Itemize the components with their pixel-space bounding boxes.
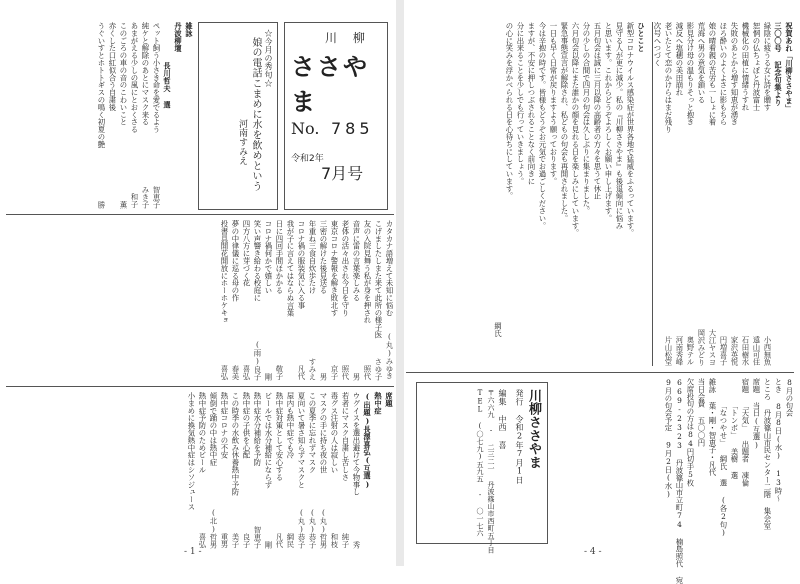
topic4-line <box>351 392 361 548</box>
topic2-author: 照代 <box>341 365 350 380</box>
page-number-1: - 1 - <box>184 547 202 557</box>
topic2-author: さゆ子 <box>374 357 383 380</box>
topic2-line <box>351 220 361 380</box>
essay-verse: ますが、不安に押しつぶされることなく前向きに <box>527 22 536 185</box>
notice-line <box>696 378 706 548</box>
featured-poem-box <box>198 22 278 210</box>
topic1-column <box>6 22 194 208</box>
topic1-category: 雑詠 <box>185 22 194 37</box>
anniversary-author: 河南秀峰 <box>675 336 684 366</box>
topic2-verse: 夢の中律儀に巡る母の作 <box>231 220 240 302</box>
topic4-verse: ウグイスを選出避けて今物事し <box>352 392 361 496</box>
anniversary-verse: 影見分け母の温もりそっと抱き <box>686 22 695 126</box>
topic4-verse: この夏季に忘れずマスク <box>308 392 317 474</box>
topic4-author: (丸)恭子 <box>308 507 317 548</box>
essay-verse: 分に出来ることを少しでも行っていきましょう。 <box>516 22 525 185</box>
topic4-category: 席題 <box>385 392 394 407</box>
topic2-line <box>241 220 251 380</box>
topic2-author: 京子 <box>330 365 339 380</box>
topic4-verse: マスクの手に持ち夜の世 <box>319 392 328 474</box>
topic4-line <box>186 392 196 548</box>
essay-line <box>526 22 536 366</box>
topic2-line <box>329 220 339 380</box>
topic4-verse: ビールでは水分補給にならず <box>264 392 273 489</box>
colophon-box <box>416 382 548 554</box>
topic2-line <box>285 220 295 380</box>
colophon-address: 〒六六九 - 二三二一 丹波篠山市西町五丁目 <box>487 389 495 554</box>
anniversary-line <box>685 22 695 366</box>
anniversary-lines <box>653 22 794 366</box>
topic4-author: 凡代 <box>275 533 284 548</box>
anniversary-line <box>762 22 772 366</box>
topic2-author: 男 <box>319 372 328 380</box>
topic2-author: すみえ <box>308 357 317 380</box>
topic4-author: 秀 <box>352 540 361 548</box>
topic4-author: 純子 <box>341 533 350 548</box>
colophon-editor: 編集 中西 喜 <box>498 389 507 450</box>
notice-line <box>751 378 761 548</box>
topic2-author: (丸)みゆき <box>385 332 394 380</box>
topic4-author: (丸)哲男 <box>319 507 328 548</box>
colophon-issued: 発行 令和2年7月1日 <box>515 389 524 485</box>
divider-1 <box>6 214 394 215</box>
topic1-name: 丹波柳壇 <box>174 22 183 52</box>
topic4-verse: 熱中症対策として安心する <box>275 392 284 481</box>
notice-line <box>784 378 794 548</box>
colophon-tel: TEL (〇七九)五九五 - 〇一七六 <box>476 389 484 537</box>
topic4-author: 良子 <box>242 533 251 548</box>
topic1-line <box>96 22 106 208</box>
topic4-line <box>208 392 218 548</box>
essay-header: ひとこと <box>637 22 646 52</box>
notice-line <box>740 378 750 548</box>
topic2-author: 照代 <box>363 365 372 380</box>
essay-line <box>625 22 635 366</box>
notice-line <box>729 378 739 548</box>
topic1-author: 和子 <box>130 193 139 208</box>
topic2-verse: 三密の解けた後見送る <box>319 220 328 294</box>
anniversary-author: 岡沢みどり <box>697 329 706 366</box>
topic1-line <box>107 22 117 208</box>
topic2-column <box>6 220 394 380</box>
divider-vertical <box>652 22 653 366</box>
notice-verse: 席題 当日(互選) <box>752 378 761 450</box>
topic4-line <box>285 392 295 548</box>
essay-line <box>603 22 613 366</box>
essay-line <box>515 22 525 366</box>
topic4-line <box>307 392 317 548</box>
topic2-line <box>318 220 328 380</box>
topic2-author: 男 <box>352 372 361 380</box>
notice-line <box>674 378 684 584</box>
topic2-line <box>252 220 262 380</box>
anniversary-verse: 減反へ塩穂の美田崩れ <box>675 22 684 96</box>
topic4-verse: 夏向いて暑さ知らずマスクと <box>297 392 306 489</box>
topic1-verse: ペット飼う小さき命を愛でるよう <box>152 22 161 133</box>
topic4-verse: 若者にマスク自粛し苦しさ <box>341 392 350 481</box>
anniversary-header: 祝賀あれ「川柳ささやま」 <box>785 22 794 112</box>
topic4-line <box>274 392 284 548</box>
essay-line <box>537 22 547 366</box>
topic2-line <box>340 220 350 380</box>
topic2-verse: 四方八方に芽づく花 <box>242 220 251 287</box>
essay-verse: 今は辛抱の時です。皆様もどうぞお元気でお過ごしください。 <box>538 22 547 230</box>
anniversary-author: 小西無魚 <box>763 336 772 366</box>
topic2-verse: カタカナ語増えて未知に悩む <box>385 220 394 317</box>
notice-line <box>718 378 728 548</box>
anniversary-author: 円増喜子 <box>719 336 728 366</box>
topic2-author: 凡代 <box>297 365 306 380</box>
anniversary-author: 片山松堂 <box>664 336 673 366</box>
topic4-line <box>252 392 262 548</box>
notice-line <box>762 378 772 548</box>
anniversary-verse: 緑陰に疲うる女に詩を贈す <box>763 22 772 111</box>
topic4-line <box>241 392 251 548</box>
topic2-line <box>263 220 273 380</box>
topic4-line <box>340 392 350 548</box>
topic2-verse: 日に四回手間ほかかる <box>275 220 284 294</box>
notice-verse: 雑詠 葉・剛・智恵子・凡代 <box>708 378 717 476</box>
topic1-verse: 赤くした口紅似合う自粛後 <box>108 22 117 111</box>
essay-verse: 一日も早く日常が戻りますよう願っております。 <box>549 22 558 185</box>
topic2-verse: 我が子に言えてはならぬ言葉 <box>286 220 295 317</box>
topic2-line <box>307 220 317 380</box>
anniversary-line <box>751 22 761 366</box>
topic4-verse: 熱中症の子供を心配 <box>242 392 251 459</box>
topic2-author: (雨)良子 <box>253 339 262 380</box>
featured-author: 河南すみえ <box>237 119 247 166</box>
essay-line <box>548 22 558 366</box>
topic2-author: 喜弘 <box>220 365 229 380</box>
essay-line <box>581 22 591 366</box>
topic4-author: 網民 <box>286 533 295 548</box>
essay-verse: と思います。これからどうぞよろしくお願い申し上げます。 <box>604 22 613 222</box>
topic4-verse: 小まめに換気熱中症はシソジュース <box>187 392 196 511</box>
topic4-author: 重男 <box>220 533 229 548</box>
notice-verse: 「なつやせ」 網氏 選 (各2句) <box>719 378 728 538</box>
topic2-verse: 笑い声響き給わる校庭に <box>253 220 262 302</box>
essay-line <box>592 22 602 366</box>
essay-verse: 見守る人が更に減少。私の『川柳ささやま』も後退傾向に悩み <box>615 22 624 230</box>
notice-verse: とき 8月8日(水) 13時～ <box>774 378 783 502</box>
topic2-line <box>230 220 240 380</box>
topic4-author: 美子 <box>231 533 240 548</box>
essay-line <box>614 22 624 366</box>
notice-verse: 宿題 「天気」 出題者 凍倫 <box>741 378 750 487</box>
essay-column <box>416 22 646 366</box>
topic2-line <box>373 220 383 380</box>
notice-column <box>558 378 794 584</box>
topic2-verse: 音声に雷の言葉楽しみる <box>352 220 361 302</box>
anniversary-author: 大江ヤスヨ <box>708 329 717 366</box>
essay-verse: の心に笑みを浮かべられる日を心待ちにしています。 <box>505 22 514 200</box>
masthead-title: ささやま <box>291 53 369 116</box>
essay-verse: 六月句会以降にまた誰かの顔を見れる日を楽しみにしています。 <box>571 22 580 237</box>
page-number-4: - 4 - <box>584 547 602 557</box>
anniversary-verse: 機械化の田植に情緒うすれ <box>741 22 750 111</box>
topic2-author: 春美 <box>231 365 240 380</box>
essay-verse: 五月句会は誠に三月以降の高齢者の方々を思うて休止 <box>593 22 602 200</box>
divider-2 <box>6 386 394 387</box>
anniversary-line <box>696 22 706 366</box>
notice-verse: 「トンボ」 美樹 選 <box>730 378 739 479</box>
notice-verse: ところ 丹波篠山市民センター二階 集会室 <box>763 378 772 530</box>
featured-header: ☆今月の秀句☆ <box>264 29 273 88</box>
anniversary-verse: 娘の晴着親の苦労も一しょに着 <box>708 22 717 126</box>
topic2-verse: 年重ね三食自炊歩たけ <box>308 220 317 294</box>
topic4-author: 剛 <box>264 540 273 548</box>
anniversary-verse: 恕惘の仏ちょぼと丹波富士 <box>752 22 761 111</box>
topic1-line <box>140 22 150 208</box>
topic2-verse: コロナ禍何かで嬉しい <box>264 220 273 294</box>
topic4-verse: 熱中症コロナの不安 <box>220 392 229 459</box>
colophon-title: 川柳ささやま <box>526 389 541 469</box>
topic2-verse: 老体の活々出され今日を守り <box>341 220 350 317</box>
topic4-verse: 熱中症予防のためビール <box>198 392 207 474</box>
topic1-author: みき子 <box>141 185 150 208</box>
notice-lines <box>558 378 794 584</box>
essay-line <box>570 22 580 366</box>
anniversary-verse: 次号へつづく <box>653 22 662 67</box>
page-gutter <box>396 0 404 566</box>
anniversary-line <box>674 22 684 366</box>
topic4-line <box>318 392 328 548</box>
anniversary-line <box>663 22 673 366</box>
topic2-line <box>296 220 306 380</box>
topic4-author: (丸)恭子 <box>297 507 306 548</box>
anniversary-line <box>707 22 717 366</box>
notice-line <box>773 378 783 548</box>
anniversary-line <box>740 22 750 366</box>
anniversary-verse: 老いたとて恋のかけらはまだ残り <box>664 22 673 133</box>
topic2-verse: コロナ禍の服装気に入る事 <box>297 220 306 309</box>
topic4-verse: この時季の水飲み休養熱中予防 <box>231 392 240 496</box>
topic2-verse: 東京コロナ警報を解き敗北す <box>330 220 339 317</box>
essay-verse: 緊急事態宣言が解除され、私どもの句会も再開されました。 <box>560 22 569 222</box>
page-1 <box>6 8 394 557</box>
topic2-line <box>274 220 284 380</box>
issue-era: 令和2年 <box>291 154 324 164</box>
topic2-line <box>219 220 229 380</box>
topic1-lines <box>6 22 194 208</box>
topic1-verse: このごろの車の音のこわいこと <box>119 22 128 126</box>
masthead-subtitle: 川 柳 <box>325 31 371 45</box>
topic4-author: 喜弘 <box>198 533 207 548</box>
topic1-author: 智恵子 <box>152 185 161 208</box>
anniversary-verse: 失敗のあとから増す知恵が湧き <box>730 22 739 126</box>
topic2-author: 喜弘 <box>242 365 251 380</box>
topic1-verse: うぐいすとホトトギスの鳴く初夏の艶 <box>97 22 106 148</box>
anniversary-line <box>718 22 728 366</box>
topic2-verse: 友の入院見舞う私が身を押され <box>363 220 372 324</box>
anniversary-author: 奥野テル <box>686 336 695 366</box>
anniversary-column <box>653 22 794 366</box>
issue-label: No. <box>291 119 320 138</box>
notice-verse: 当日会費 五〇〇円 <box>697 378 706 447</box>
essay-verse: 分の少しの合間で四月の句会は久しぶりに集まりました。 <box>582 22 591 215</box>
anniversary-line <box>729 22 739 366</box>
featured-poem: 娘の電話こまめに水を飲めという <box>250 37 261 192</box>
topic2-verse: こげましたしまた来て此所の様子医 <box>374 220 383 339</box>
essay-verse: 新型コロナウイルス感染症が世界各地で猛威をふるっています。 <box>626 22 635 237</box>
masthead <box>284 22 388 210</box>
anniversary-line <box>652 22 662 366</box>
topic1-author: 勝 <box>97 200 106 208</box>
issue-month: 7月号 <box>321 164 364 183</box>
topic4-column <box>6 392 394 548</box>
topic4-author: (北)哲男 <box>209 507 218 548</box>
topic2-author: 敬子 <box>275 365 284 380</box>
essay-lines <box>416 22 646 366</box>
notice-line <box>707 378 717 548</box>
topic1-line <box>129 22 139 208</box>
anniversary-verse: ほろ酔いのよくよさに影もちら <box>719 22 728 126</box>
issue-number: 785 <box>331 119 374 138</box>
anniversary-author: 家沢英悦 <box>730 336 739 366</box>
essay-line <box>559 22 569 366</box>
topic4-line <box>219 392 229 548</box>
topic4-line <box>230 392 240 548</box>
topic4-line <box>329 392 339 548</box>
topic4-author: 智恵子 <box>253 525 262 548</box>
notice-line <box>663 378 673 548</box>
anniversary-author: 石田樹水 <box>741 336 750 366</box>
topic2-verse: 投書具開花開放にホーホケキョ <box>220 220 229 324</box>
topic4-line <box>296 392 306 548</box>
topic1-line <box>118 22 128 208</box>
topic4-lines <box>6 392 394 548</box>
topic4-author: 和枝 <box>330 533 339 548</box>
topic4-line <box>263 392 273 548</box>
anniversary-verse: 荒海へ男の意気を鎖いる <box>697 22 706 104</box>
topic2-line <box>384 220 394 380</box>
topic4-verse: 屋内も熱中症でも冷 <box>286 392 295 459</box>
topic1-author: 薫 <box>119 200 128 208</box>
anniversary-author: 遠山可住 <box>752 336 761 366</box>
topic4-selector: (出題)長澤喜弘(互選) <box>363 392 372 490</box>
topic2-lines <box>6 220 394 380</box>
topic1-selector: 長川哲夫 選 <box>163 62 172 109</box>
essay-signature: 網氏 <box>494 322 503 337</box>
topic1-verse: あまがえる少しの風にとおくさる <box>130 22 139 133</box>
notice-verse: 欠席投句の方は84円切手5枚 <box>686 378 695 487</box>
notice-verse: 669-2323 丹波篠山市立町74 楠島照代 宛 <box>675 378 684 584</box>
notice-line <box>685 378 695 548</box>
page-4 <box>406 8 794 584</box>
topic1-line <box>151 22 161 208</box>
topic4-line <box>197 392 207 548</box>
anniversary-sub: 三〇〇号 記念句集より <box>774 22 783 107</box>
topic2-author: 剛 <box>264 372 273 380</box>
essay-line <box>504 22 514 366</box>
topic4-name: 熱中症 <box>374 392 383 415</box>
topic2-line <box>362 220 372 380</box>
topic1-verse: 純ケと解除のあとにマスク来る <box>141 22 150 126</box>
notice-verse: 9月の句会予定 9月2日(水) <box>664 378 673 499</box>
notice-verse: 8月の句会 <box>785 378 794 417</box>
topic4-verse: 熱中症水分補給を予防 <box>253 392 262 466</box>
divider-4 <box>406 372 794 373</box>
topic4-verse: 傾倒で踊の中は熱中症 <box>209 392 218 466</box>
topic4-verse: 毒グス注射の人は寂しい <box>330 392 339 474</box>
